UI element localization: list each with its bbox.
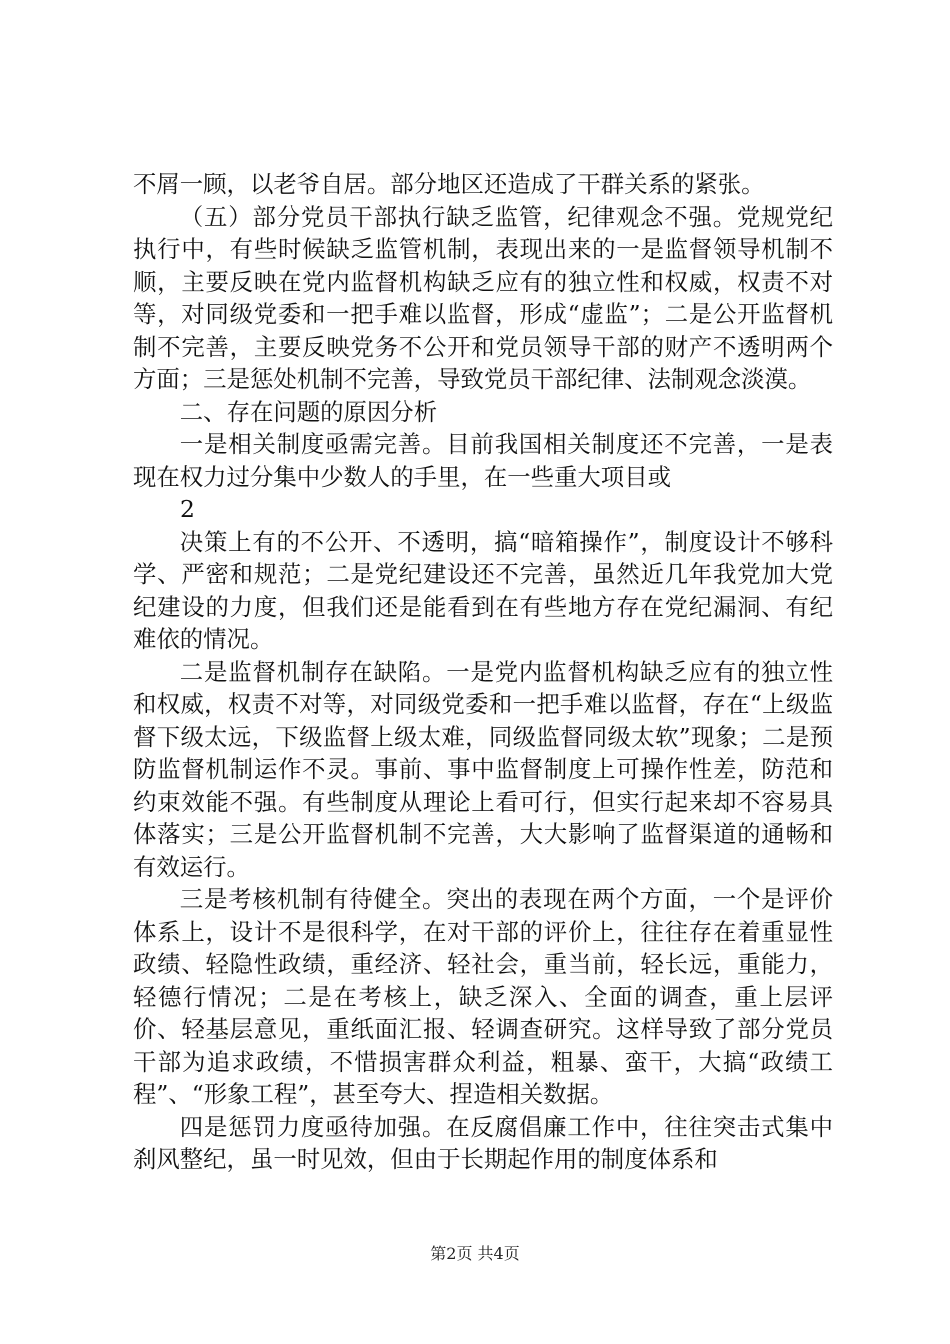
section-heading-cause-analysis: 二、存在问题的原因分析 (179, 397, 438, 426)
page-footer: 第2页 共4页 (430, 1244, 520, 1263)
paragraph-cause-four: 四是惩罚力度亟待加强。在反腐倡廉工作中，往往突击式集中刹风整纪，虽一时见效，但由于长期起作用的制度体系和 (133, 1112, 833, 1173)
paragraph-cause-two: 二是监督机制存在缺陷。一是党内监督机构缺乏应有的独立性和权威，权责不对等，对同级党委和一把手难以监督，存在“上级监督下级太远，下级监督上级太难，同级监督同级太软”现象；二是预防监督机制运作不灵。事前、事中监督制度上可操作性差，防范和约束效能不强。有些制度从理论上看可行，但实行起来却不容易具体落实；三是公开监督机制不完善，大大影响了监督渠道的通畅和有效运行。 (133, 657, 833, 881)
paragraph-continuation: 不屑一顾，以老爷自居。部分地区还造成了干群关系的紧张。 (133, 170, 765, 198)
paragraph-cause-one: 一是相关制度亟需完善。目前我国相关制度还不完善，一是表现在权力过分集中少数人的手里，在一些重大项目或 (133, 430, 833, 491)
inline-page-number: 2 (180, 495, 195, 523)
paragraph-cause-three: 三是考核机制有待健全。突出的表现在两个方面，一个是评价体系上，设计不是很科学，在对干部的评价上，往往存在着重显性政绩、轻隐性政绩，重经济、轻社会，重当前，轻长远，重能力，轻德行情况；二是在考核上，缺乏深入、全面的调查，重上层评价、轻基层意见，重纸面汇报、轻调查研究。这样导致了部分党员干部为追求政绩，不惜损害群众利益，粗暴、蛮干，大搞“政绩工程”、“形象工程”，甚至夸大、捏造相关数据。 (133, 885, 833, 1108)
paragraph-section-five: （五）部分党员干部执行缺乏监管，纪律观念不强。党规党纪执行中，有些时候缺乏监管机制，表现出来的一是监督领导机制不顺，主要反映在党内监督机构缺乏应有的独立性和权威，权责不对等，对同级党委和一把手难以监督，形成“虚监”；二是公开监督机制不完善，主要反映党务不公开和党员领导干部的财产不透明两个方面；三是惩处机制不完善，导致党员干部纪律、法制观念淡漠。 (133, 202, 833, 393)
document-body (133, 168, 833, 1176)
paragraph-cause-one-continued: 决策上有的不公开、不透明，搞“暗箱操作”，制度设计不够科学、严密和规范；二是党纪建设还不完善，虽然近几年我党加大党纪建设的力度，但我们还是能看到在有些地方存在党纪漏洞、有纪难依的情况。 (133, 527, 833, 653)
